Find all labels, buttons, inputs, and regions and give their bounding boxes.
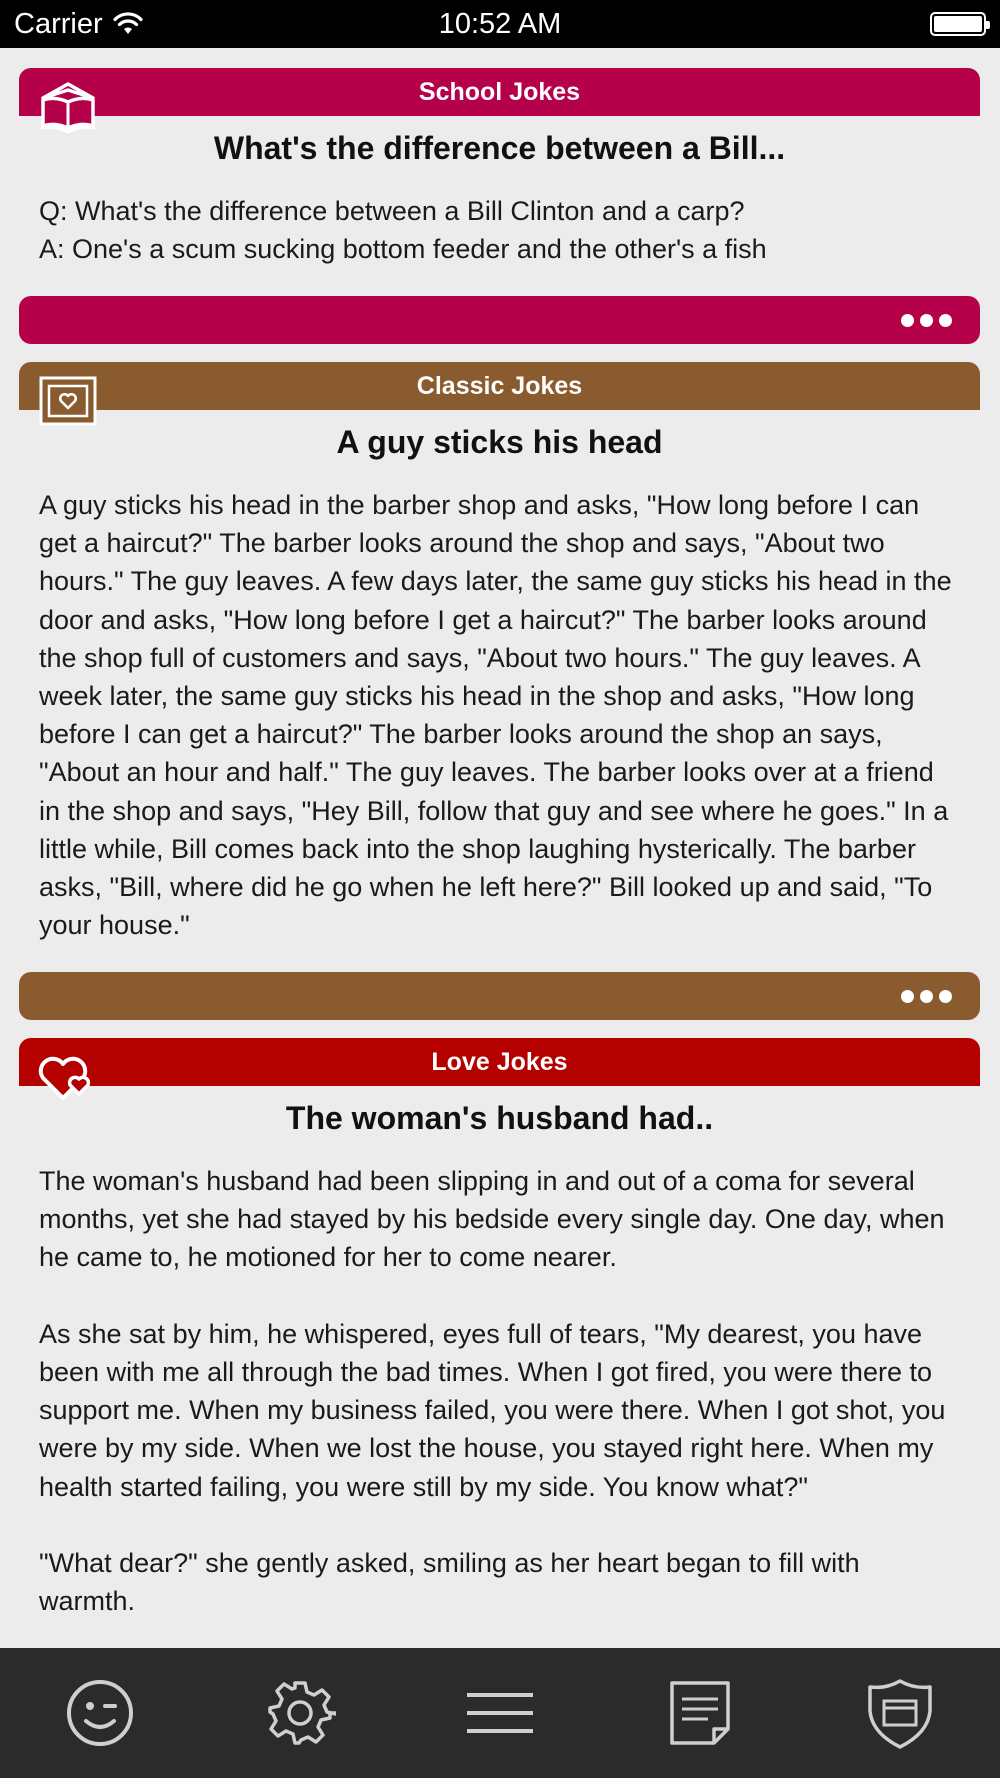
card-footer [19,296,980,344]
dot [901,990,914,1003]
joke-title: What's the difference between a Bill... [213,130,786,166]
joke-body: Q: What's the difference between a Bill Clinton and a carp? A: One's a scum sucking bottom feeder and the other's a fish [39,196,767,265]
carrier-label: Carrier [14,7,103,40]
tab-menu[interactable] [455,1668,545,1758]
shield-window-icon [864,1677,936,1749]
dot [901,314,914,327]
tab-notes[interactable] [655,1668,745,1758]
hearts-icon [37,1050,99,1106]
battery-icon [930,12,986,36]
card-header [19,68,980,116]
card-category: Love Jokes [431,1047,568,1076]
status-time: 10:52 AM [438,7,562,40]
wifi-icon [113,12,143,36]
card-header [19,1038,980,1086]
joke-card-love[interactable] [19,1038,980,1620]
joke-body: The woman's husband had been slipping in and out of a coma for several months, yet she had stayed by his bedside every single day. One day, when he came to, he motioned for her to come nearer. As she sat by him, he whispered, eyes full of tears, "My dearest, you have been with me all through the bad times. When I got fired, you were there to support me. When my business failed, you were there. When I got shot, you were by my side. When we lost the house, you stayed right here. When my health started failing, you were still by my side. You know what?" "What dear?" she gently asked, smiling as her heart began to fill with warmth. [39,1166,946,1617]
more-button[interactable] [901,314,952,327]
tab-bar [0,1648,1000,1778]
joke-feed[interactable] [0,48,1000,1648]
status-bar [0,0,1000,48]
card-header [19,362,980,410]
joke-title: A guy sticks his head [336,424,663,460]
tab-settings[interactable] [255,1668,345,1758]
dot [920,314,933,327]
status-left [14,8,143,41]
dot [920,990,933,1003]
card-category: School Jokes [418,77,581,106]
picture-heart-icon [37,374,99,430]
dot [939,990,952,1003]
joke-card-school[interactable] [19,68,980,268]
more-button[interactable] [901,990,952,1003]
joke-title: The woman's husband had.. [285,1100,714,1136]
dot [939,314,952,327]
book-icon [37,80,99,136]
card-footer [19,972,980,1020]
tab-jokes[interactable] [55,1668,145,1758]
gear-icon [264,1677,336,1749]
smiley-wink-icon [64,1677,136,1749]
note-icon [664,1677,736,1749]
joke-card-classic[interactable] [19,362,980,944]
joke-body: A guy sticks his head in the barber shop and asks, "How long before I can get a haircut?" The barber looks around the shop and says, "About two hours." The guy leaves. A few days later, the same guy sticks his head in the door and asks, "How long before I get a haircut?" The barber looks around the shop full of customers and says, "About two hours." The guy leaves. A week later, the same guy sticks his head in the shop and asks, "How long before I can get a haircut?" The barber looks around the shop an says, "About an hour and half." The guy leaves. The barber looks over at a friend in the shop and says, "Hey Bill, follow that guy and see where he goes." In a little while, Bill comes back into the shop laughing hysterically. The barber asks, "Bill, where did he go when he left here?" Bill looked up and said, "To your house." [39,490,960,941]
menu-icon [464,1677,536,1749]
tab-privacy[interactable] [855,1668,945,1758]
card-category: Classic Jokes [416,371,583,400]
